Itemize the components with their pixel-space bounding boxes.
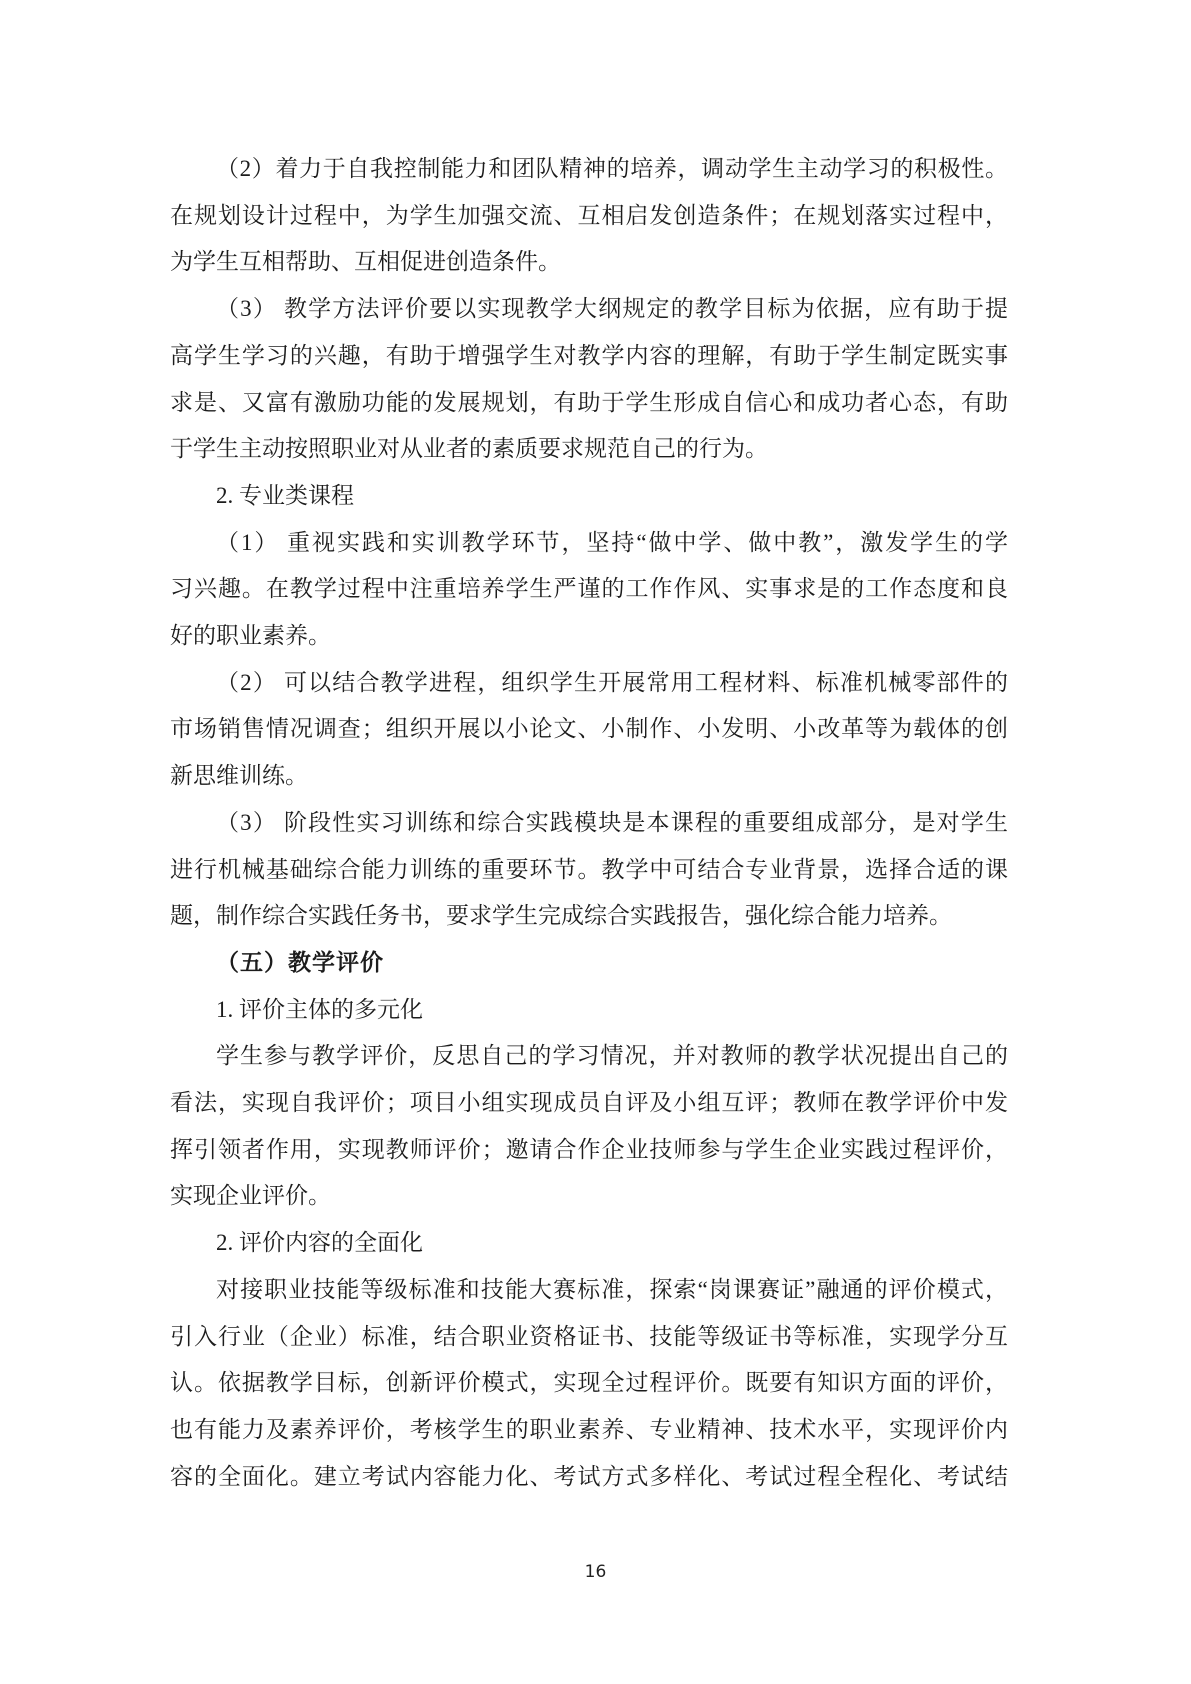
paragraph	[170, 473, 1008, 520]
text-line: 引入行业（企业）标准，结合职业资格证书、技能等级证书等标准，实现学分互	[170, 1323, 1008, 1349]
paragraph	[170, 1267, 1008, 1501]
text-line: 在规划设计过程中，为学生加强交流、互相启发创造条件；在规划落实过程中，	[170, 202, 1008, 228]
text-line: 2. 专业类课程	[216, 482, 354, 508]
text-line: 为学生互相帮助、互相促进创造条件。	[170, 249, 561, 275]
paragraph	[170, 1033, 1008, 1220]
text-line: 好的职业素养。	[170, 623, 331, 649]
text-line: 新思维训练。	[170, 763, 308, 789]
text-line: 也有能力及素养评价，考核学生的职业素养、专业精神、技术水平，实现评价内	[170, 1416, 1008, 1442]
text-line: （3） 教学方法评价要以实现教学大纲规定的教学目标为依据，应有助于提	[216, 296, 1008, 322]
text-line: 求是、又富有激励功能的发展规划，有助于学生形成自信心和成功者心态，有助	[170, 389, 1008, 415]
paragraph	[170, 660, 1008, 800]
text-line: 挥引领者作用，实现教师评价；邀请合作企业技师参与学生企业实践过程评价，	[170, 1136, 1008, 1162]
text-line: 对接职业技能等级标准和技能大赛标准，探索“岗课赛证”融通的评价模式，	[216, 1276, 1008, 1302]
text-line: 学生参与教学评价，反思自己的学习情况，并对教师的教学状况提出自己的	[216, 1043, 1008, 1069]
section-heading	[170, 940, 1008, 987]
text-line: 高学生学习的兴趣，有助于增强学生对教学内容的理解，有助于学生制定既实事	[170, 342, 1008, 368]
text-line: 题，制作综合实践任务书，要求学生完成综合实践报告，强化综合能力培养。	[170, 903, 952, 929]
paragraph	[170, 1220, 1008, 1267]
paragraph	[170, 286, 1008, 473]
text-line: （3） 阶段性实习训练和综合实践模块是本课程的重要组成部分，是对学生	[216, 809, 1008, 835]
text-line: 认。依据教学目标，创新评价模式，实现全过程评价。既要有知识方面的评价，	[170, 1370, 1008, 1396]
document-body	[170, 146, 1008, 1500]
text-line: （2） 可以结合教学进程，组织学生开展常用工程材料、标准机械零部件的	[216, 669, 1008, 695]
text-line: 2. 评价内容的全面化	[216, 1230, 423, 1256]
text-line: 市场销售情况调查；组织开展以小论文、小制作、小发明、小改革等为载体的创	[170, 716, 1008, 742]
text-line: 习兴趣。在教学过程中注重培养学生严谨的工作作风、实事求是的工作态度和良	[170, 576, 1008, 602]
paragraph	[170, 146, 1008, 286]
page-number: 16	[584, 1562, 607, 1582]
text-line: 实现企业评价。	[170, 1183, 331, 1209]
text-line: 进行机械基础综合能力训练的重要环节。教学中可结合专业背景，选择合适的课	[170, 856, 1008, 882]
text-line: 看法，实现自我评价；项目小组实现成员自评及小组互评；教师在教学评价中发	[170, 1090, 1008, 1116]
text-line: 容的全面化。建立考试内容能力化、考试方式多样化、考试过程全程化、考试结	[170, 1463, 1008, 1489]
text-line: （1） 重视实践和实训教学环节，坚持“做中学、做中教”，激发学生的学	[216, 529, 1008, 555]
text-line: 于学生主动按照职业对从业者的素质要求规范自己的行为。	[170, 436, 768, 462]
paragraph	[170, 800, 1008, 940]
paragraph	[170, 520, 1008, 660]
paragraph	[170, 987, 1008, 1034]
text-line: （2）着力于自我控制能力和团队精神的培养，调动学生主动学习的积极性。	[216, 156, 1008, 181]
text-line: 1. 评价主体的多元化	[216, 996, 423, 1022]
text-line: （五）教学评价	[216, 949, 384, 975]
